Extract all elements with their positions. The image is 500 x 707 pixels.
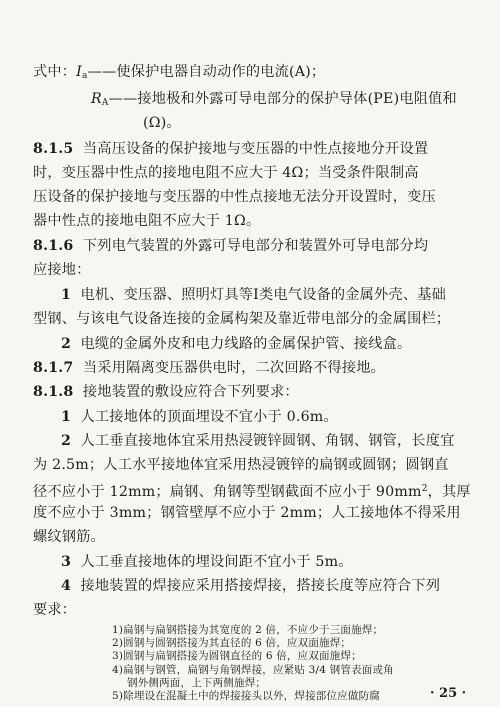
clause-8-1-8-item4-line2: 要求：	[33, 602, 77, 618]
clause-8-1-6-line1: 8.1.6 下列电气装置的外露可导电部分和装置外可导电部分均	[33, 238, 429, 254]
clause-8-1-6-line2: 应接地：	[33, 262, 91, 278]
clause-8-1-8: 8.1.8 接地装置的敷设应符合下列要求：	[33, 384, 299, 400]
clause-8-1-8-item2-line4: 度不应小于 3mm；钢管壁厚不应小于 2mm；人工接地体不得采用	[33, 505, 461, 521]
clause-8-1-5-line4: 器中性点的接地电阻不应大于 1Ω。	[33, 213, 261, 229]
weld-requirement-5: 5)除埋设在混凝土中的焊接接头以外，焊接部位应做防腐	[112, 690, 380, 702]
clause-8-1-5-line1: 8.1.5 当高压设备的保护接地与变压器的中性点接地分开设置	[33, 141, 429, 157]
page-number: · 25 ·	[430, 686, 467, 701]
weld-requirement-3: 3)圆钢与扁钢搭接为圆钢直径的 6 倍，应双面施焊；	[112, 650, 362, 663]
clause-8-1-5-line3: 压设备的保护接地与变压器的中性点接地无法分开设置时，变压	[33, 189, 436, 205]
weld-requirement-4-cont: 钢外侧两面，上下两侧施焊；	[127, 676, 267, 689]
clause-8-1-8-item2-line2: 为 2.5m；人工水平接地体宜采用热浸镀锌的扁钢或圆钢；圆钢直	[33, 457, 449, 473]
clause-8-1-6-item1-line1: 1 电机、变压器、照明灯具等Ⅰ类电气设备的金属外壳、基础	[61, 287, 446, 303]
clause-8-1-8-item1: 1 人工接地体的顶面埋设不宜小于 0.6m。	[61, 409, 338, 425]
clause-8-1-8-item4-line1: 4 接地装置的焊接应采用搭接焊接，搭接长度等应符合下列	[61, 578, 441, 594]
clause-8-1-8-item3: 3 人工垂直接地体的埋设间距不宜小于 5m。	[61, 554, 353, 570]
clause-8-1-8-item2-line1: 2 人工垂直接地体宜采用热浸镀锌圆钢、角钢、钢管，长度宜	[61, 433, 455, 449]
weld-requirement-2: 2)圆钢与圆钢搭接为其直径的 6 倍，应双面施焊；	[112, 637, 352, 650]
clause-8-1-5-line2: 时，变压器中性点的接地电阻不应大于 4Ω；当受条件限制高	[33, 165, 419, 181]
clause-8-1-6-item2: 2 电缆的金属外皮和电力线路的金属保护管、接线盒。	[61, 336, 412, 352]
weld-requirement-1: 1)扁钢与扁钢搭接为其宽度的 2 倍，不应少于三面施焊；	[112, 624, 384, 636]
weld-requirement-4: 4)扁钢与钢管，扁钢与角钢焊接，应紧贴 3/4 钢管表面或角	[112, 663, 394, 676]
clause-8-1-7: 8.1.7 当采用隔离变压器供电时，二次回路不得接地。	[33, 360, 386, 376]
clause-8-1-8-item2-line5: 螺纹钢筋。	[33, 529, 105, 545]
formula-note-ra: $R_A——$接地极和外露可导电部分的保护导体(PE)电阻值和	[91, 91, 457, 108]
formula-note-unit: (Ω)。	[143, 115, 181, 131]
formula-note-ia: 式中：$I_a——$使保护电器自动动作的电流(A)；	[33, 64, 326, 81]
clause-8-1-6-item1-line2: 型钢、与该电气设备连接的金属构架及靠近带电部分的金属围栏；	[33, 311, 451, 327]
clause-8-1-8-item2-line3: 径不应小于 12mm；扁钢、角钢等型钢截面不应小于 $90mm^2$，其厚	[33, 484, 471, 500]
